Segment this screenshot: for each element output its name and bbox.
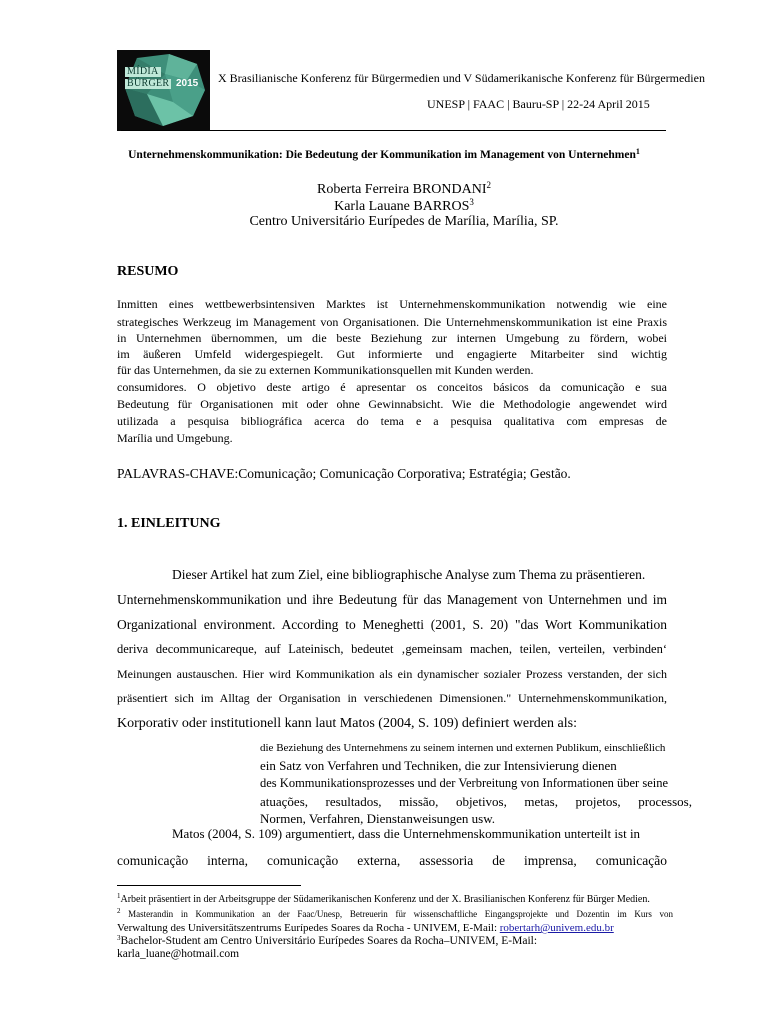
header-divider	[121, 130, 666, 131]
quote-line: atuações, resultados, missão, objetivos, metas, projetos, processos,	[260, 794, 692, 809]
email-link-robertarh[interactable]: robertarh@univem.edu.br	[499, 922, 614, 934]
resumo-line: Inmitten eines wettbewerbsintensiven Marktes ist Unternehmenskommunikation notwendig wie eine	[117, 297, 667, 311]
footnote-2-continued: Verwaltung des Universitätszentrums Eurípedes Soares da Rocha - UNIVEM, E-Mail: robertarh@univem.edu.br	[117, 922, 614, 934]
resumo-line: strategisches Werkzeug im Management von Organisationen. Die Unternehmenskommunikation ist eine Praxis	[117, 315, 667, 329]
resumo-line: in Unternehmen übernommen, um die beste Beziehung zur internen Umgebung zu fördern, wobei	[117, 331, 667, 345]
resumo-line: utilizada a pesquisa bibliográfica acerca do tema e a pesquisa qualitativa com empresas de	[117, 414, 667, 428]
paragraph-line: comunicação interna, comunicação externa, assessoria de imprensa, comunicação	[117, 853, 667, 868]
quote-line: die Beziehung des Unternehmens zu seinem internen und externen Publikum, einschließlich	[260, 742, 666, 754]
conference-logo	[117, 50, 210, 131]
author-2: Karla Lauane BARROS$^3$	[334, 197, 474, 214]
resumo-line: im äußeren Umfeld widergespiegelt. Gut informierte und engagierte Mitarbeiter sind wichtig	[117, 347, 667, 361]
paragraph-line: Korporativ oder institutionell kann laut Matos (2004, S. 109) definiert werden als:	[117, 716, 577, 731]
logo-year: 2015	[176, 78, 199, 89]
logo-text-midia: MÍDIA	[127, 66, 159, 77]
resumo-line: Marília und Umgebung.	[117, 431, 233, 445]
logo-graphic	[117, 50, 210, 131]
author-1: Roberta Ferreira BRONDANI$^2$	[316, 180, 491, 197]
paragraph-line: präsentiert sich im Alltag der Organisation in verschiedenen Dimensionen." Unternehmenskommunikation,	[117, 691, 667, 705]
footnote-2: $^2$ Masterandin in Kommunikation an der Faac/Unesp, Betreuerin für wissenschaftliche Eingangsprojekte und Dozentin im Kurs von	[117, 907, 674, 919]
resumo-line: consumidores. O objetivo deste artigo é apresentar os conceitos básicos da comunicação e sua	[117, 380, 667, 394]
paragraph-line: Organizational environment. According to Meneghetti (2001, S. 20) "das Wort Kommunikation	[117, 617, 667, 632]
quote-line: ein Satz von Verfahren und Techniken, die zur Intensivierung dienen	[260, 758, 617, 773]
conference-place-date: UNESP | FAAC | Bauru-SP | 22-24 April 2015	[427, 97, 650, 111]
resumo-line: Bedeutung für Organisationen mit oder ohne Gewinnabsicht. Wie die Methodologie angewendet wird	[117, 397, 667, 411]
resumo-line: für das Unternehmen, da sie zu externen Kommunikationsquellen mit Kunden werden.	[117, 363, 534, 377]
conference-name: X Brasilianische Konferenz für Bürgermedien und V Südamerikanische Konferenz für Bürgermedien	[218, 71, 705, 85]
paragraph-line: Meinungen austauschen. Hier wird Kommunikation als ein dynamischer sozialer Prozess verstanden, der sich	[117, 667, 667, 681]
paragraph-line: Matos (2004, S. 109) argumentiert, dass die Unternehmenskommunikation unterteilt ist in	[172, 826, 641, 841]
footnote-3: $^3$Bachelor-Student am Centro Universitário Eurípedes Soares da Rocha–UNIVEM, E-Mail:	[117, 934, 538, 947]
footnote-1: $^1$Arbeit präsentiert in der Arbeitsgruppe der Südamerikanischen Konferenz und der X. Brasilianischen Konferenz für Bürger Medien.	[117, 892, 650, 905]
title-footnote-mark: 1	[635, 147, 640, 156]
paragraph-line: Dieser Artikel hat zum Ziel, eine bibliographische Analyse zum Thema zu präsentieren.	[172, 567, 646, 582]
section-heading-einleitung: 1. EINLEITUNG	[117, 516, 221, 531]
logo-text-burger: BÜRGER	[127, 78, 170, 89]
paper-title: Unternehmenskommunikation: Die Bedeutung der Kommunikation im Management von Unternehmen$^1$	[128, 147, 640, 161]
keywords: PALAVRAS-CHAVE:Comunicação; Comunicação Corporativa; Estratégia; Gestão.	[117, 466, 571, 481]
footnote-3-email: karla_luane@hotmail.com	[117, 948, 240, 960]
footnote-divider	[117, 885, 301, 886]
resumo-heading: RESUMO	[117, 264, 179, 279]
author-institution: Centro Universitário Eurípedes de Marília, Marília, SP.	[249, 214, 559, 229]
quote-line: des Kommunikationsprozesses und der Verbreitung von Informationen über seine	[260, 776, 669, 790]
quote-line: Normen, Verfahren, Dienstanweisungen usw.	[260, 811, 496, 826]
paragraph-line: deriva decommunicareque, auf Lateinisch, bedeutet ‚gemeinsam machen, teilen, verteilen, verbinden‘	[117, 642, 667, 656]
paragraph-line: Unternehmenskommunikation und ihre Bedeutung für das Management von Unternehmen und im	[117, 592, 667, 607]
